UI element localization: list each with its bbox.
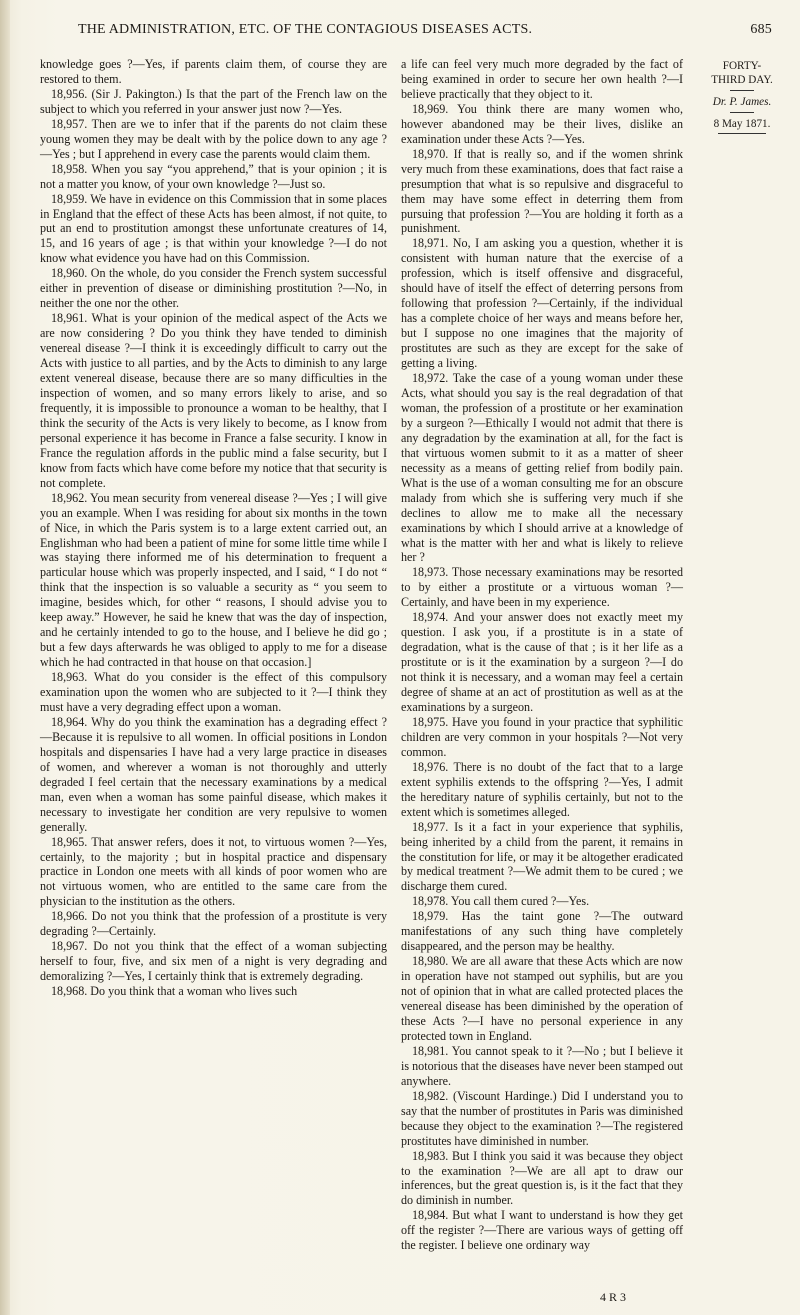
paragraph: 18,959. We have in evidence on this Commission that in some places in England that the effect of these Acts has been almost, if not quite, to put an end to prostitution amongst these unfortunate creatures of 14, 15, and 16 years of age ; is that within your knowledge ?—I do not know what evidence you have had on this Commission.: [40, 191, 387, 266]
paragraph: 18,979. Has the taint gone ?—The outward manifestations of any such thing have completely disappeared, and the person may be healthy.: [401, 909, 683, 954]
margin-rule: [730, 112, 754, 113]
paragraph: 18,971. No, I am asking you a question, whether it is consistent with human nature that the exercise of a profession, which is itself offensive and disgraceful, should have of itself the effect of deterring persons from following that profession ?—Certainly, if the individual has a complete choice of her ways and means before her, but I suppose no one imagines that the majority of prostitutes are such as they are except for the sake of getting a living.: [401, 236, 683, 371]
paragraph: 18,964. Why do you think the examination has a degrading effect ?—Because it is repulsive to all women. In official positions in London hospitals and dispensaries I have had a very large practice in diseases of women, and wherever a woman is not thoroughly and utterly degraded I feel certain that the necessary examinations by a medical man, even when a woman has some painful disease, which makes it necessary to investigate her condition are very repulsive to women generally.: [40, 714, 387, 834]
paragraph: 18,963. What do you consider is the effect of this compulsory examination upon the women who are subjected to it ?—I think they must have a very degrading effect upon a woman.: [40, 670, 387, 714]
left-column: [40, 57, 387, 999]
paragraph: 18,973. Those necessary examinations may be resorted to by either a prostitute or a virtuous woman ?—Certainly, and have been in my experience.: [401, 565, 683, 610]
paragraph: 18,984. But what I want to understand is how they get off the register ?—There are various ways of getting off the register. I believe one ordinary way: [401, 1208, 683, 1253]
paragraph: 18,967. Do not you think that the effect of a woman subjecting herself to four, five, and six men of a night is very degrading and demoralizing ?—Yes, I certainly think that is extremely degrading.: [40, 939, 387, 984]
paragraph: 18,978. You call them cured ?—Yes.: [412, 894, 590, 909]
page-number: 685: [750, 22, 772, 37]
paragraph: 18,958. When you say “you apprehend,” that is your opinion ; it is not a matter you know, of your own knowledge ?—Just so.: [40, 161, 387, 191]
margin-section: FORTY-: [722, 60, 762, 72]
paragraph: 18,968. Do you think that a woman who lives such: [51, 984, 298, 999]
paragraph: 18,966. Do not you think that the profession of a prostitute is very degrading ?—Certainly.: [40, 909, 387, 939]
paragraph: 18,975. Have you found in your practice that syphilitic children are very common in your hospitals ?—Not very common.: [401, 714, 683, 759]
paragraph: knowledge goes ?—Yes, if parents claim them, of course they are restored to them.: [40, 57, 387, 86]
paragraph: 18,970. If that is really so, and if the women shrink very much from these examinations, does that fact raise a presumption that what is so repulsive and disgraceful to them may have some effect in deterring them from pursuing that profession ?—You are holding it forth as a punishment.: [401, 146, 683, 236]
margin-witness: Dr. P. James.: [712, 96, 772, 108]
paragraph: 18,981. You cannot speak to it ?—No ; but I believe it is notorious that the diseases have never been stamped out anywhere.: [401, 1043, 683, 1088]
paragraph: 18,969. You think there are many women who, however abandoned may be their lives, dislike an examination under these Acts ?—Yes.: [401, 101, 683, 146]
paragraph: 18,961. What is your opinion of the medical aspect of the Acts we are now considering ? Do you think they have tended to diminish venereal disease ?—I think it is exceedingly difficult to carry out the Acts with justice to all parties, and by the Acts to diminish to any large extent venereal disease, because there are so many difficulties in the inspection of women, and so many errors likely to arise, and so frequently, it is impossible to pronounce a woman to be healthy, that I think the security of the Acts is very likely to become, as I know from personal experience it has become in France a false security. I know in France the regulation affords in the public mind a false security, but I know from facts which have come before my notice that that security is not complete.: [40, 311, 387, 490]
paragraph: 18,983. But I think you said it was because they object to the examination ?—We are all apt to draw our inferences, but the great question is, is it the fact that they do diminish in number.: [401, 1148, 683, 1208]
margin-date: 8 May 1871.: [713, 118, 771, 130]
paragraph: 18,977. Is it a fact in your experience that syphilis, being inherited by a child from the parent, it remains in the constitution for life, or may it be altogether eradicated by medical treatment ?—We admit them to be cured ; we discharge them cured.: [401, 819, 683, 894]
paragraph: 18,980. We are all aware that these Acts which are now in operation have not stamped out syphilis, but are you not of opinion that in what are called protected places the venereal disease has been diminished by the operation of these Acts ?—I have no personal experience in any protected town in England.: [401, 954, 683, 1043]
margin-section-2: THIRD DAY.: [711, 74, 773, 86]
margin-rule: [718, 133, 766, 134]
paragraph: 18,974. And your answer does not exactly meet my question. I ask you, if a prostitute is in a state of degradation, what is the cause of that ; is it her life as a prostitute or is it the examination by a surgeon ?—I do not think it is necessary, and a woman may feel a certain degree of shame at an act of prostitution as well as at the examinations by a surgeon.: [401, 610, 683, 714]
signature-mark: 4 R 3: [600, 1290, 627, 1304]
paragraph: 18,957. Then are we to infer that if the parents do not claim these young women they may be dealt with by the police down to any age ?—Yes ; but I apprehend in every case the parents would claim them.: [40, 116, 387, 161]
paragraph: 18,960. On the whole, do you consider the French system successful either in prevention of disease or diminishing prostitution ?—No, in neither the one nor the other.: [40, 266, 387, 311]
header-title: THE ADMINISTRATION, ETC. OF THE CONTAGIOUS DISEASES ACTS.: [78, 22, 533, 37]
right-column: [401, 57, 683, 1253]
margin-note: [692, 59, 792, 136]
paragraph: 18,982. (Viscount Hardinge.) Did I understand you to say that the number of prostitutes in Paris was diminished because they object to the examination ?—The registered prostitutes have diminished in number.: [401, 1088, 683, 1148]
paragraph: 18,965. That answer refers, does it not, to virtuous women ?—Yes, certainly, to the majority ; but in hospital practice and dispensary practice in London one meets with all kinds of poor women who are not virtuous women, who are entitled to the same care from the physician to the institution as the others.: [40, 834, 387, 909]
paragraph: a life can feel very much more degraded by the fact of being examined in order to secure her own health ?—I believe practically that they object to it.: [401, 57, 683, 101]
paragraph: 18,956. (Sir J. Pakington.) Is that the part of the French law on the subject to which you referred in your answer just now ?—Yes.: [40, 86, 387, 116]
running-header: [42, 22, 772, 40]
margin-rule: [730, 90, 754, 91]
paragraph: 18,972. Take the case of a young woman under these Acts, what should you say is the real degradation of that woman, the profession of a prostitute or her examination by a surgeon ?—Ethically I would not admit that there is any degradation by the examination at all, for the fact is that virtuous women submit to it as a matter of sheer necessity as a means of getting relief from bodily pain. What is the use of a woman consulting me for an obscure malady from which she is suffering very much if she declines to allow me to make all the necessary examinations by which I should arrive at a knowledge of what is the matter with her and what is likely to relieve her ?: [401, 371, 683, 565]
paragraph: 18,976. There is no doubt of the fact that to a large extent syphilis extends to the offspring ?—Yes, I admit the hereditary nature of syphilis certainly, but not to the extent which is sometimes alleged.: [401, 759, 683, 819]
paragraph: 18,962. You mean security from venereal disease ?—Yes ; I will give you an example. When I was residing for about six months in the town of Nice, in which the Paris system is to a large extent carried out, an Englishman who had been a patient of mine for some little time while I was staying there informed me of his determination to frequent a particular house which was properly inspected, and I said, “ I do not “ think that the inspection is so valuable a security as “ you seem to imagine, besides which, for other “ reasons, I should advise you to keep away.” However, he said he knew that was the day of inspection, and he certainly intended to go to the house, and I believe he did go ; but a few days afterwards he was obliged to apply to me for a disease which he had contracted in that house on that occasion.]: [40, 490, 387, 670]
book-spine-shadow: [0, 0, 10, 1315]
